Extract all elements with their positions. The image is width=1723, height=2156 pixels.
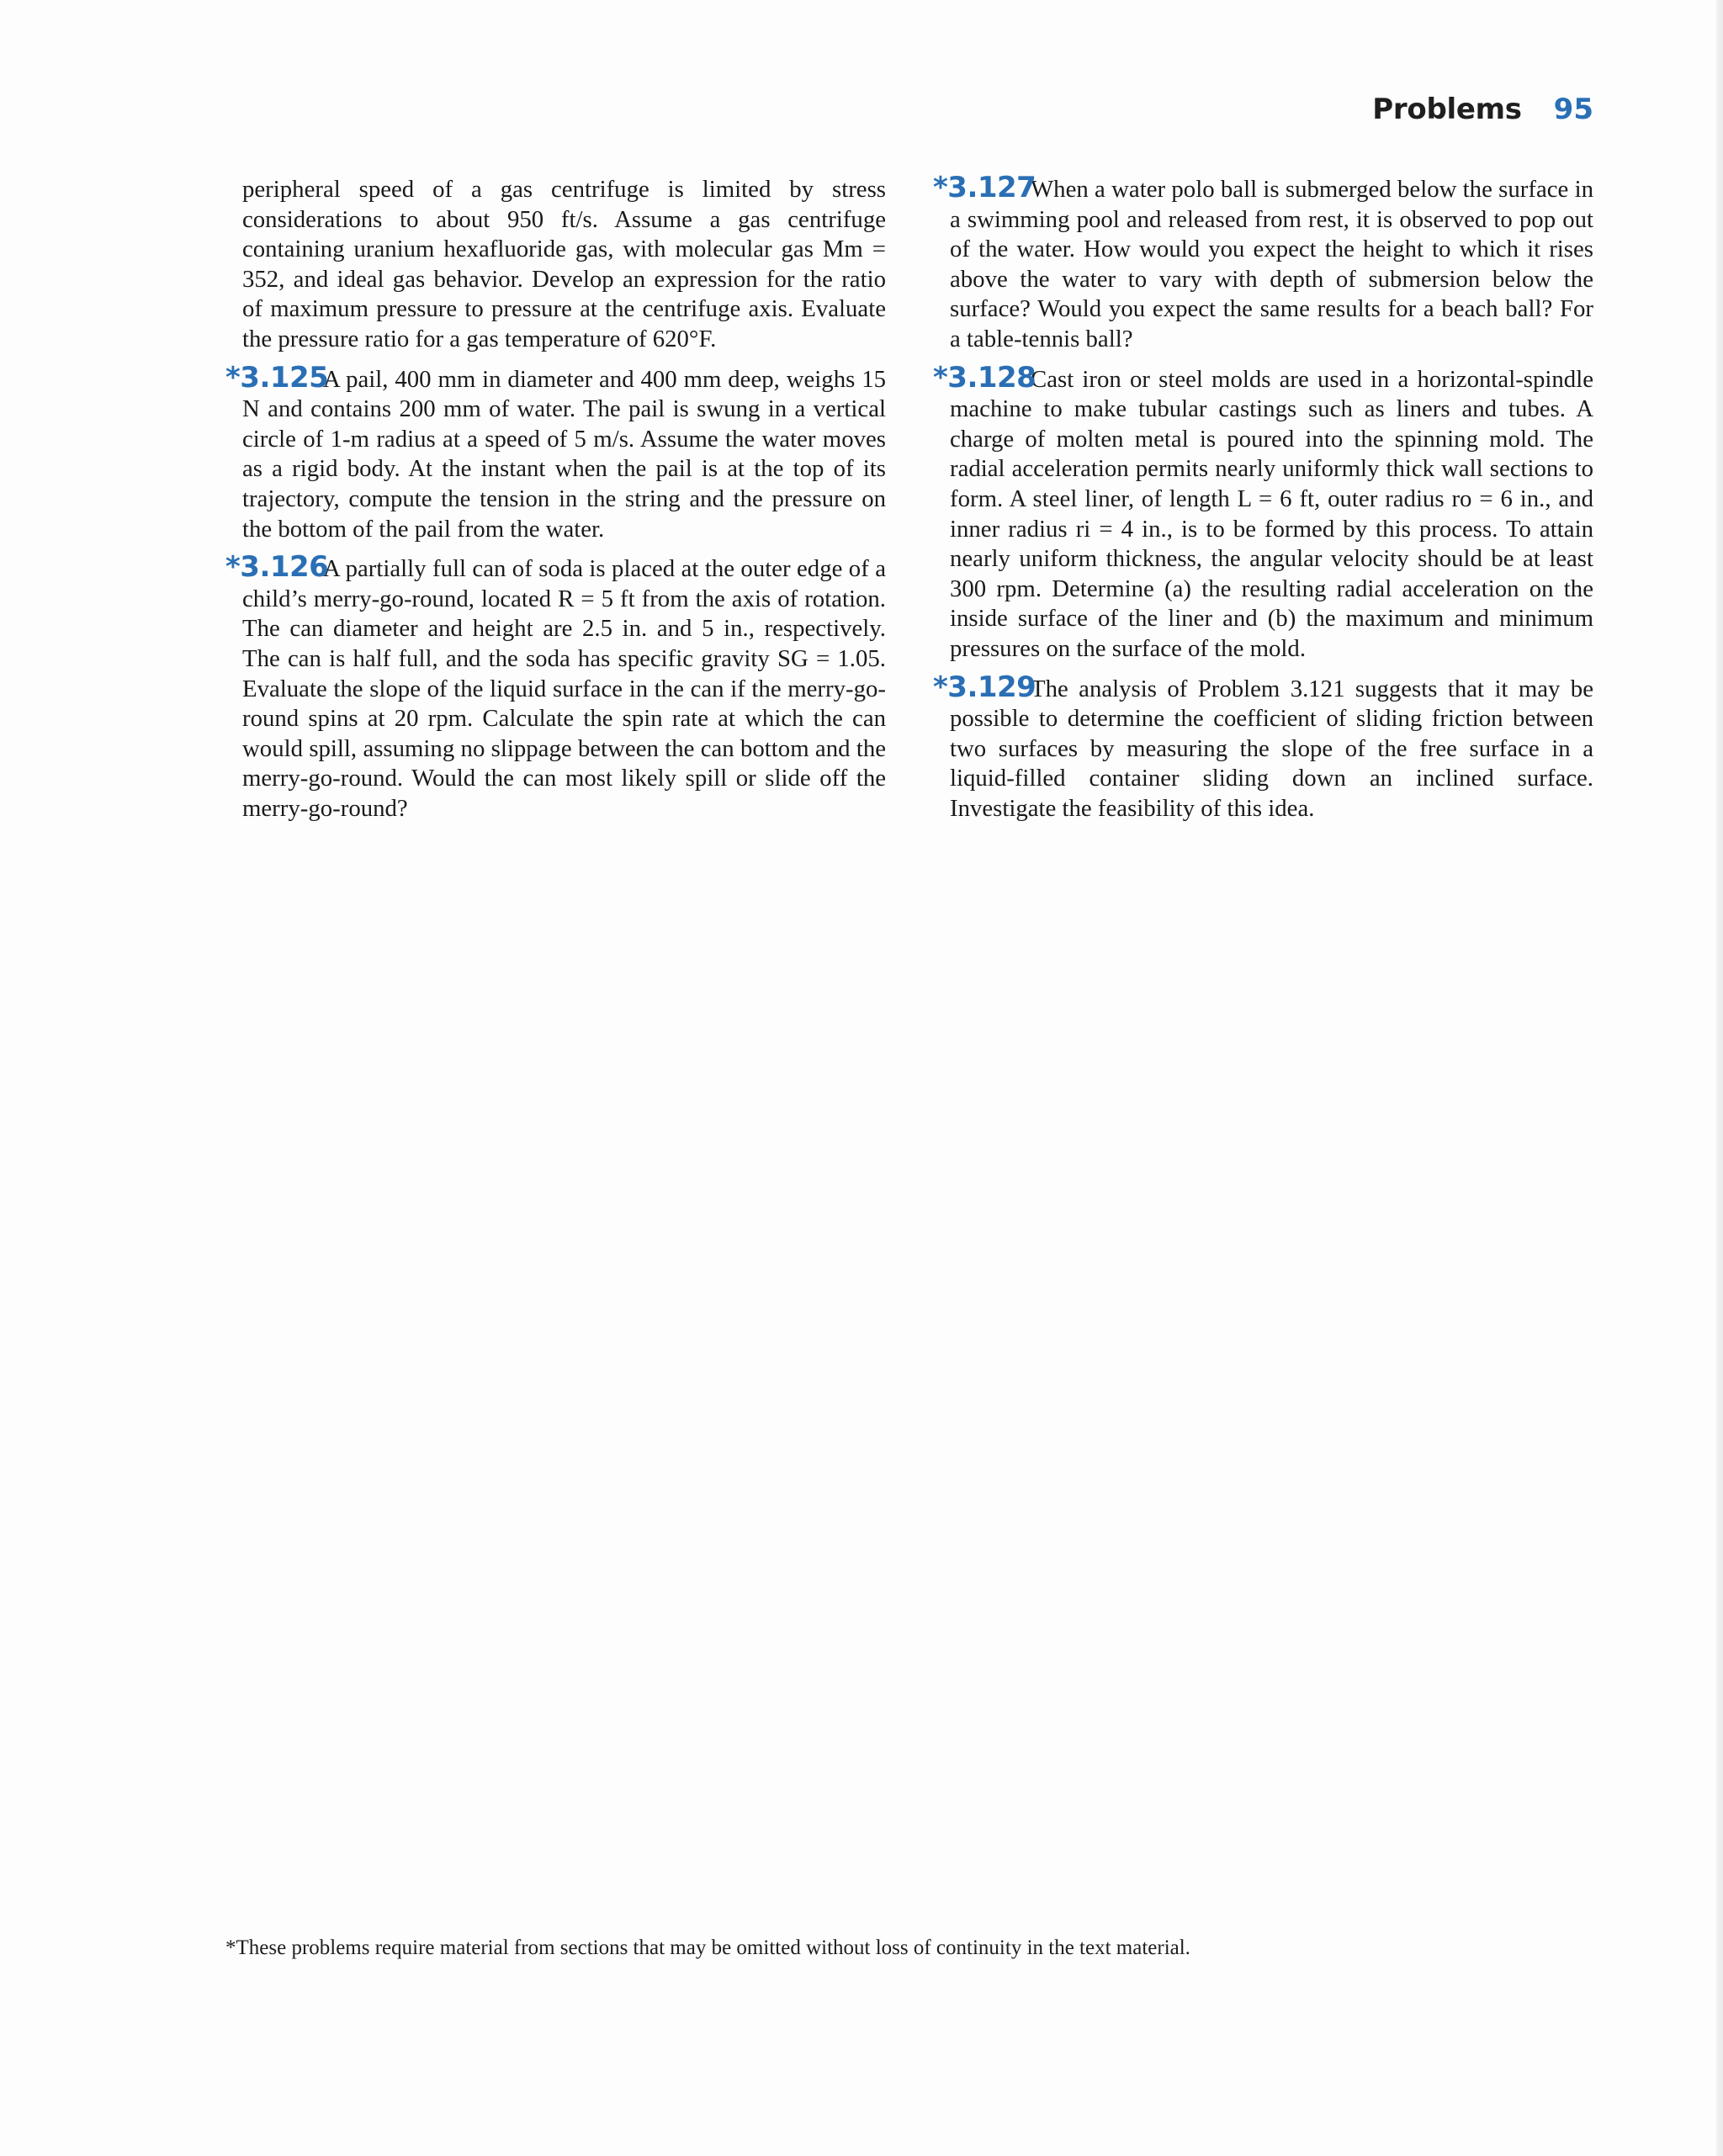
problem-text: peripheral speed of a gas centrifuge is limited by stress considerations to about 950 ft/s. Assume a gas centrifuge containing uranium hexafluoride gas, with molecular gas Mm = 352, and ideal gas behavior. Develop an expression for the ratio of maximum pressure to pressure at the centrifuge axis. Evaluate the pressure ratio for a gas temperature of 620°F. (242, 176, 886, 352)
problem-text: A pail, 400 mm in diameter and 400 mm deep, weighs 15 N and contains 200 mm of water. The pail is swung in a vertical circle of 1-m radius at a speed of 5 m/s. Assume the water moves as a rigid body. At the instant when the pail is at the top of its trajectory, compute the tension in the string and the pressure on the bottom of the pail from the water. (242, 365, 886, 543)
problem-number: *3.126 (225, 550, 329, 585)
section-title: Problems (1372, 93, 1522, 126)
problem-3-126 (225, 550, 886, 824)
problem-number: *3.127 (933, 171, 1036, 204)
problem-text: A partially full can of soda is placed at the outer edge of a child’s merry-go-round, located R = 5 ft from the axis of rotation. The can diameter and height are 2.5 in. and 5 in., respectively. The can is half full, and the soda has specific gravity SG = 1.05. Evaluate the slope of the liquid surface in the can if the merry-go-round spins at 20 rpm. Calculate the spin rate at which the can would spill, assuming no slippage between the can bottom and the merry-go-round. Would the can most likely spill or slide off the merry-go-round? (242, 555, 886, 822)
left-column (225, 175, 886, 834)
problem-3-128 (933, 360, 1593, 665)
problem-continuation (242, 175, 886, 355)
problem-number: *3.125 (225, 360, 329, 395)
problem-3-129 (933, 670, 1593, 824)
problem-3-125 (225, 360, 886, 545)
problem-text: When a water polo ball is submerged below the surface in a swimming pool and released from rest, it is observed to pop out of the water. How would you expect the height to which it rises above the water to vary with depth of submersion below the surface? Would you expect the same results for a beach ball? For a table-tennis ball? (950, 176, 1593, 352)
problem-text: The analysis of Problem 3.121 suggests that it may be possible to determine the coefficient of sliding friction between two surfaces by measuring the slope of the free surface in a liquid-filled container sliding down an inclined surface. Investigate the feasibility of this idea. (950, 675, 1593, 822)
problem-text: Cast iron or steel molds are used in a horizontal-spindle machine to make tubular castings such as liners and tubes. A charge of molten metal is poured into the spinning mold. The radial acceleration permits nearly uniformly thick wall sections to form. A steel liner, of length L = 6 ft, outer radius ro = 6 in., and inner radius ri = 4 in., is to be formed by this process. To attain nearly uniform thickness, the angular velocity should be at least 300 rpm. Determine (a) the resulting radial acceleration on the inside surface of the liner and (b) the maximum and minimum pressures on the surface of the mold. (950, 365, 1593, 662)
running-head (1372, 93, 1593, 126)
right-column (933, 171, 1593, 834)
problem-number: *3.129 (933, 670, 1036, 704)
problem-3-127 (933, 171, 1593, 355)
page-edge-shadow (1716, 0, 1723, 2156)
problem-number: *3.128 (933, 360, 1036, 395)
footnote: *These problems require material from sections that may be omitted without loss of continuity in the text material. (225, 1936, 1190, 1959)
page-number: 95 (1553, 93, 1593, 126)
